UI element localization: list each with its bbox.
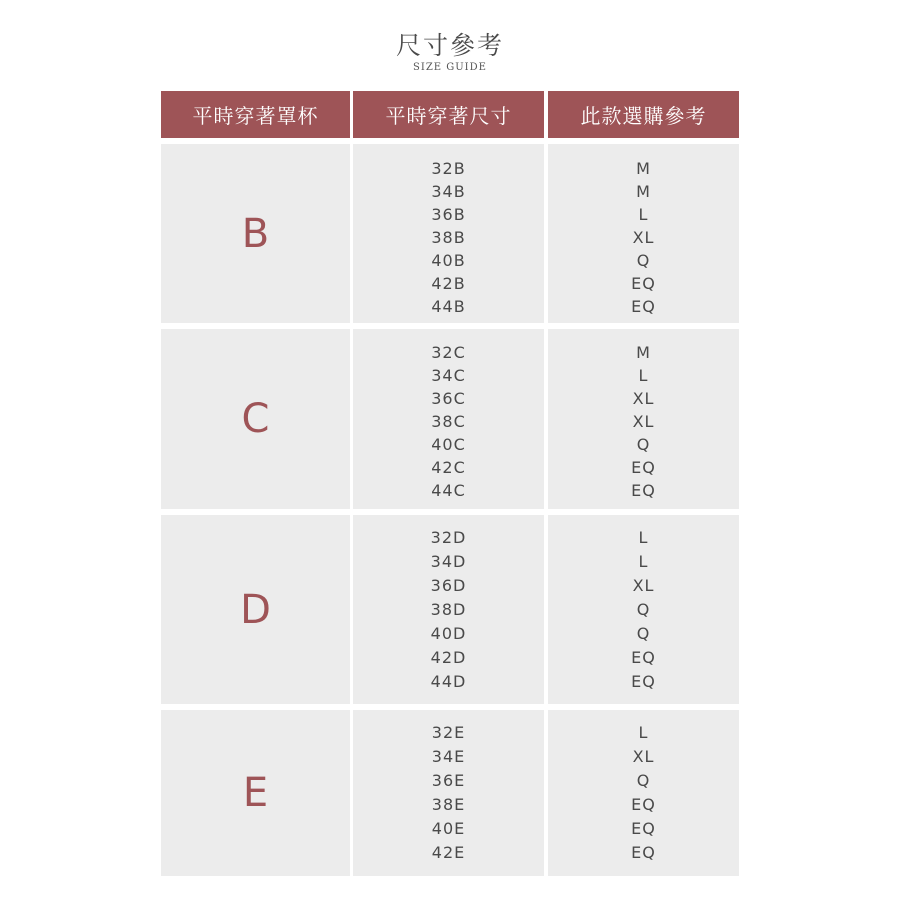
size-value: 36D	[430, 576, 467, 595]
size-value: 44B	[431, 297, 466, 316]
cup-label: D	[240, 586, 271, 633]
size-value: 42E	[431, 843, 466, 862]
size-value: 34D	[430, 552, 467, 571]
cup-label: C	[241, 396, 270, 442]
recommend-value: L	[638, 366, 649, 385]
cup-cell-c	[161, 329, 350, 509]
recommend-cell-e	[548, 710, 739, 876]
recommend-value: EQ	[631, 481, 656, 500]
recommend-value: M	[636, 182, 651, 201]
size-value: 38D	[430, 600, 467, 619]
size-value: 32B	[431, 159, 466, 178]
recommend-value: Q	[636, 251, 651, 270]
recommend-value: EQ	[631, 819, 656, 838]
size-value: 42C	[431, 458, 466, 477]
size-value: 34C	[431, 366, 466, 385]
size-cell-d	[353, 515, 544, 704]
header-size: 平時穿著尺寸	[353, 91, 544, 138]
recommend-value: L	[638, 205, 649, 224]
size-value: 36B	[431, 205, 466, 224]
recommend-value: Q	[636, 600, 651, 619]
recommend-cell-b	[548, 144, 739, 323]
size-value: 36E	[431, 771, 466, 790]
size-value: 38E	[431, 795, 466, 814]
size-value: 44D	[430, 672, 467, 691]
size-cell-e	[353, 710, 544, 876]
cup-cell-d	[161, 515, 350, 704]
recommend-value: XL	[632, 228, 655, 247]
recommend-value: EQ	[631, 672, 656, 691]
size-value: 38C	[431, 412, 466, 431]
recommend-value: EQ	[631, 795, 656, 814]
page-title: 尺寸參考	[395, 31, 504, 60]
recommend-value: EQ	[631, 648, 656, 667]
recommend-value: Q	[636, 771, 651, 790]
size-value: 32C	[431, 343, 466, 362]
recommend-value: XL	[632, 747, 655, 766]
cup-label: B	[241, 210, 270, 257]
size-value: 40C	[431, 435, 466, 454]
recommend-value: Q	[636, 435, 651, 454]
size-cell-b	[353, 144, 544, 323]
size-value: 34E	[431, 747, 466, 766]
size-value: 40B	[431, 251, 466, 270]
recommend-value: Q	[636, 624, 651, 643]
size-value: 36C	[431, 389, 466, 408]
size-value: 40D	[430, 624, 467, 643]
recommend-cell-d	[548, 515, 739, 704]
size-value: 42B	[431, 274, 466, 293]
recommend-value: XL	[632, 389, 655, 408]
cup-cell-e	[161, 710, 350, 876]
size-value: 34B	[431, 182, 466, 201]
size-value: 32D	[430, 528, 467, 547]
size-value: 40E	[431, 819, 466, 838]
cup-cell-b	[161, 144, 350, 323]
header-cup: 平時穿著罩杯	[161, 91, 350, 138]
recommend-value: EQ	[631, 843, 656, 862]
recommend-value: EQ	[631, 274, 656, 293]
size-cell-c	[353, 329, 544, 509]
recommend-value: L	[638, 552, 649, 571]
header-recommend: 此款選購參考	[548, 91, 739, 138]
recommend-value: L	[638, 528, 649, 547]
recommend-value: M	[636, 343, 651, 362]
cup-label: E	[242, 770, 269, 816]
recommend-cell-c	[548, 329, 739, 509]
recommend-value: EQ	[631, 458, 656, 477]
size-value: 42D	[430, 648, 467, 667]
recommend-value: L	[638, 723, 649, 742]
size-value: 44C	[431, 481, 466, 500]
size-value: 32E	[431, 723, 466, 742]
size-value: 38B	[431, 228, 466, 247]
recommend-value: EQ	[631, 297, 656, 316]
recommend-value: XL	[632, 412, 655, 431]
recommend-value: XL	[632, 576, 655, 595]
recommend-value: M	[636, 159, 651, 178]
page-subtitle: SIZE GUIDE	[413, 62, 487, 73]
